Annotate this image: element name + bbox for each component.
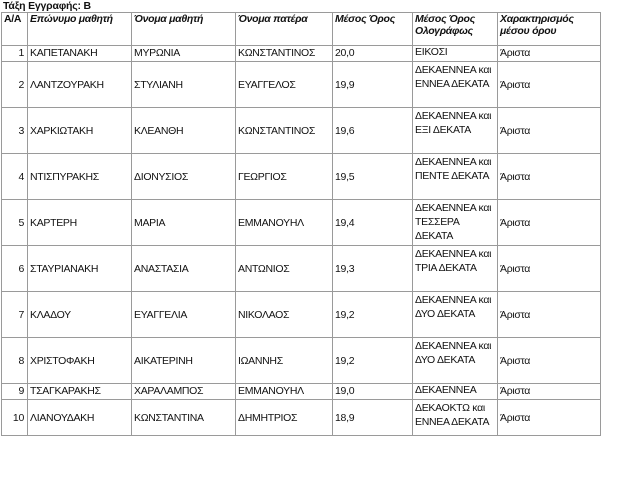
cell-characterization: Άριστα [498,384,601,400]
cell-average-words: ΔΕΚΑΕΝΝΕΑ και ΤΡΙΑ ΔΕΚΑΤΑ [413,246,498,292]
cell-surname: ΧΡΙΣΤΟΦΑΚΗ [28,338,132,384]
cell-surname: ΚΛΑΔΟΥ [28,292,132,338]
cell-average: 19,3 [333,246,413,292]
cell-characterization: Άριστα [498,338,601,384]
cell-average: 19,6 [333,108,413,154]
header-characterization: Χαρακτηρισμός μέσου όρου [498,13,601,46]
table-row [2,400,601,436]
cell-average: 19,0 [333,384,413,400]
header-average-words: Μέσος Όρος Ολογράφως [413,13,498,46]
cell-father: ΝΙΚΟΛΑΟΣ [236,292,333,338]
cell-surname: ΛΑΝΤΖΟΥΡΑΚΗ [28,62,132,108]
cell-surname: ΚΑΡΤΕΡΗ [28,200,132,246]
cell-father: ΔΗΜΗΤΡΙΟΣ [236,400,333,436]
cell-characterization: Άριστα [498,154,601,200]
cell-characterization: Άριστα [498,292,601,338]
cell-father: ΕΥΑΓΓΕΛΟΣ [236,62,333,108]
cell-average-words: ΔΕΚΑΕΝΝΕΑ και ΤΕΣΣΕΡΑ ΔΕΚΑΤΑ [413,200,498,246]
cell-characterization: Άριστα [498,400,601,436]
header-row [2,13,601,46]
cell-name: ΕΥΑΓΓΕΛΙΑ [132,292,236,338]
cell-name: ΑΙΚΑΤΕΡΙΝΗ [132,338,236,384]
cell-average-words: ΔΕΚΑΕΝΝΕΑ και ΔΥΟ ΔΕΚΑΤΑ [413,338,498,384]
cell-father: ΚΩΝΣΤΑΝΤΙΝΟΣ [236,108,333,154]
cell-aa: 5 [2,200,28,246]
table-row [2,292,601,338]
cell-name: ΣΤΥΛΙΑΝΗ [132,62,236,108]
cell-characterization: Άριστα [498,46,601,62]
cell-aa: 6 [2,246,28,292]
cell-average: 19,2 [333,338,413,384]
cell-characterization: Άριστα [498,108,601,154]
cell-aa: 9 [2,384,28,400]
cell-aa: 10 [2,400,28,436]
table-row [2,46,601,62]
cell-average: 19,2 [333,292,413,338]
cell-aa: 4 [2,154,28,200]
header-average: Μέσος Όρος [333,13,413,46]
cell-average: 19,9 [333,62,413,108]
cell-surname: ΤΣΑΓΚΑΡΑΚΗΣ [28,384,132,400]
cell-surname: ΣΤΑΥΡΙΑΝΑΚΗ [28,246,132,292]
cell-aa: 8 [2,338,28,384]
table-row [2,62,601,108]
cell-average-words: ΔΕΚΑΕΝΝΕΑ και ΕΞΙ ΔΕΚΑΤΑ [413,108,498,154]
cell-name: ΜΑΡΙΑ [132,200,236,246]
cell-aa: 3 [2,108,28,154]
cell-average: 19,4 [333,200,413,246]
cell-average: 20,0 [333,46,413,62]
cell-father: ΙΩΑΝΝΗΣ [236,338,333,384]
cell-aa: 2 [2,62,28,108]
cell-father: ΕΜΜΑΝΟΥΗΛ [236,384,333,400]
cell-father: ΚΩΝΣΤΑΝΤΙΝΟΣ [236,46,333,62]
cell-characterization: Άριστα [498,246,601,292]
cell-father: ΑΝΤΩΝΙΟΣ [236,246,333,292]
class-caption: Τάξη Εγγραφής: Β [3,0,91,12]
cell-aa: 7 [2,292,28,338]
header-name: Όνομα μαθητή [132,13,236,46]
cell-name: ΔΙΟΝΥΣΙΟΣ [132,154,236,200]
cell-average: 19,5 [333,154,413,200]
table-row [2,246,601,292]
cell-surname: ΧΑΡΚΙΩΤΑΚΗ [28,108,132,154]
header-aa: Α/Α [2,13,28,46]
table-row [2,154,601,200]
cell-aa: 1 [2,46,28,62]
cell-average-words: ΔΕΚΑΟΚΤΩ και ΕΝΝΕΑ ΔΕΚΑΤΑ [413,400,498,436]
header-surname: Επώνυμο μαθητή [28,13,132,46]
cell-surname: ΝΤΙΣΠΥΡΑΚΗΣ [28,154,132,200]
cell-surname: ΛΙΑΝΟΥΔΑΚΗ [28,400,132,436]
cell-name: ΧΑΡΑΛΑΜΠΟΣ [132,384,236,400]
cell-father: ΕΜΜΑΝΟΥΗΛ [236,200,333,246]
table-row [2,384,601,400]
cell-average-words: ΕΙΚΟΣΙ [413,46,498,62]
cell-average-words: ΔΕΚΑΕΝΝΕΑ και ΔΥΟ ΔΕΚΑΤΑ [413,292,498,338]
cell-characterization: Άριστα [498,62,601,108]
cell-surname: ΚΑΠΕΤΑΝΑΚΗ [28,46,132,62]
table-row [2,200,601,246]
header-father: Όνομα πατέρα [236,13,333,46]
cell-average: 18,9 [333,400,413,436]
cell-average-words: ΔΕΚΑΕΝΝΕΑ και ΕΝΝΕΑ ΔΕΚΑΤΑ [413,62,498,108]
cell-average-words: ΔΕΚΑΕΝΝΕΑ και ΠΕΝΤΕ ΔΕΚΑΤΑ [413,154,498,200]
cell-father: ΓΕΩΡΓΙΟΣ [236,154,333,200]
cell-name: ΑΝΑΣΤΑΣΙΑ [132,246,236,292]
table-row [2,108,601,154]
cell-characterization: Άριστα [498,200,601,246]
cell-average-words: ΔΕΚΑΕΝΝΕΑ [413,384,498,400]
cell-name: ΚΩΝΣΤΑΝΤΙΝΑ [132,400,236,436]
cell-name: ΚΛΕΑΝΘΗ [132,108,236,154]
grades-table [1,12,601,436]
table-row [2,338,601,384]
cell-name: ΜΥΡΩΝΙΑ [132,46,236,62]
